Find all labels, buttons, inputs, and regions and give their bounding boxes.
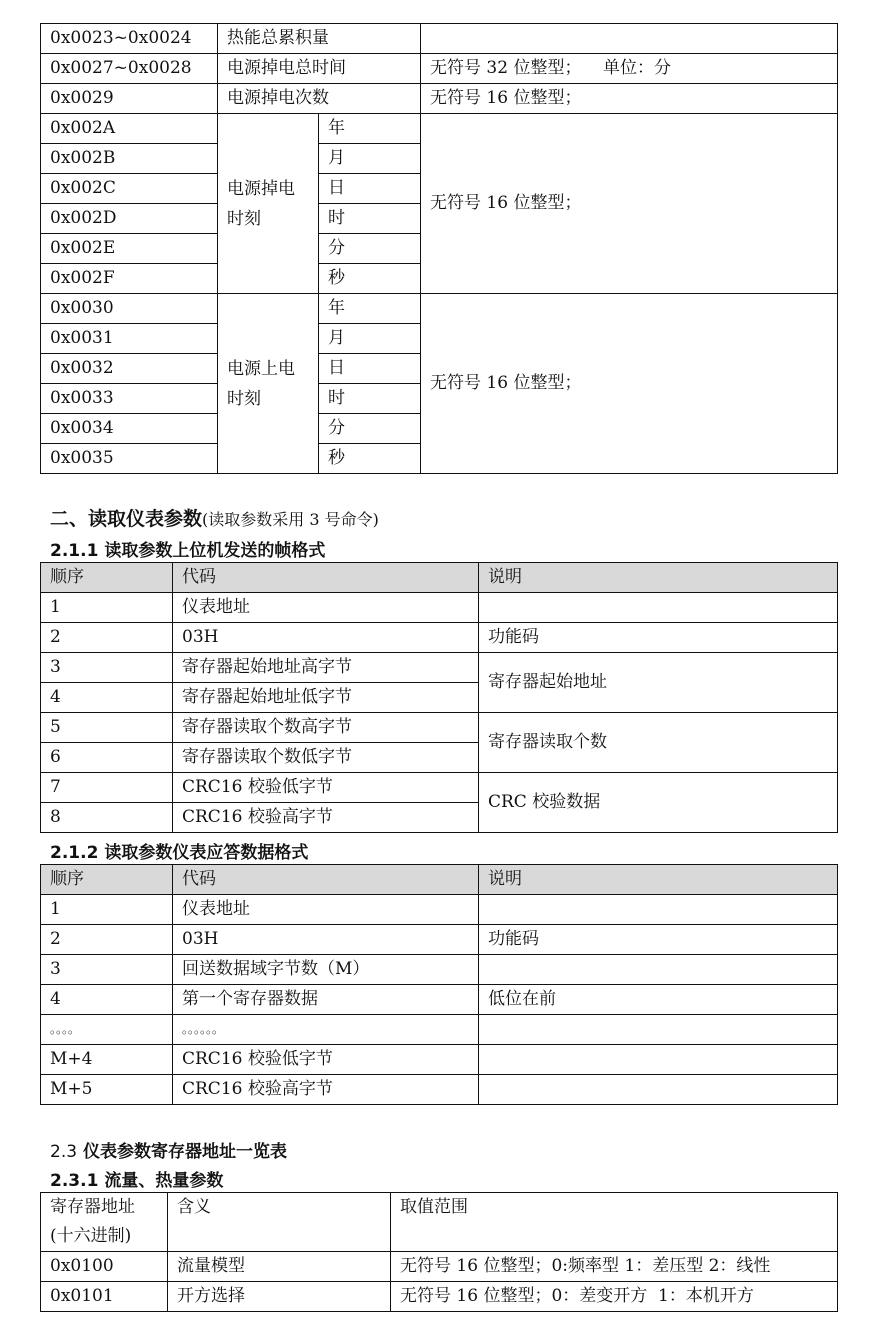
cell-code: 寄存器起始地址高字节 bbox=[173, 653, 479, 683]
section-title: 二、读取仪表参数 bbox=[50, 508, 203, 530]
cell-seq: 2 bbox=[41, 925, 173, 955]
cell-code: 第一个寄存器数据 bbox=[173, 985, 479, 1015]
group-label-line1: 电源掉电 bbox=[227, 178, 295, 199]
cell-addr: 0x0027~0x0028 bbox=[41, 54, 218, 84]
cell-desc bbox=[479, 593, 838, 623]
cell-addr: 0x0031 bbox=[41, 324, 218, 354]
cell-seq: 。。。。 bbox=[41, 1015, 173, 1045]
table-row bbox=[41, 593, 838, 623]
subsection-title-2-1-2: 2.1.2 读取参数仪表应答数据格式 bbox=[50, 843, 309, 863]
group-label-line2: 时刻 bbox=[227, 208, 261, 229]
cell-unit: 日 bbox=[319, 174, 421, 204]
cell-addr: 0x002F bbox=[41, 264, 218, 294]
table-row bbox=[41, 84, 838, 114]
header-addr-line1: 寄存器地址 bbox=[50, 1197, 135, 1217]
cell-unit: 秒 bbox=[319, 444, 421, 474]
cell-unit: 年 bbox=[319, 114, 421, 144]
cell-addr: 0x002A bbox=[41, 114, 218, 144]
cell-addr: 0x002E bbox=[41, 234, 218, 264]
cell-unit: 分 bbox=[319, 234, 421, 264]
cell-addr: 0x0100 bbox=[41, 1252, 168, 1282]
section-title-note: (读取参数采用 3 号命令) bbox=[202, 510, 379, 529]
cell-code: 寄存器读取个数低字节 bbox=[173, 743, 479, 773]
header-addr-line2: (十六进制) bbox=[50, 1226, 132, 1246]
table-row bbox=[41, 1282, 838, 1312]
table-row bbox=[41, 24, 838, 54]
cell-code: 03H bbox=[173, 623, 479, 653]
cell-code: CRC16 校验低字节 bbox=[173, 1045, 479, 1075]
cell-desc bbox=[479, 1045, 838, 1075]
header-addr bbox=[41, 1193, 168, 1252]
cell-seq: 3 bbox=[41, 653, 173, 683]
cell-unit: 时 bbox=[319, 204, 421, 234]
flow-heat-param-table bbox=[40, 1192, 838, 1312]
table-row bbox=[41, 294, 838, 324]
table-row bbox=[41, 925, 838, 955]
cell-desc bbox=[421, 24, 838, 54]
header-range: 取值范围 bbox=[391, 1193, 838, 1252]
table-row bbox=[41, 713, 838, 743]
table-row bbox=[41, 114, 838, 144]
cell-seq: 4 bbox=[41, 985, 173, 1015]
cell-code: 寄存器读取个数高字节 bbox=[173, 713, 479, 743]
cell-desc: 无符号 16 位整型； bbox=[421, 114, 838, 294]
cell-unit: 时 bbox=[319, 384, 421, 414]
cell-desc: 寄存器读取个数 bbox=[479, 713, 838, 773]
cell-range: 无符号 16 位整型；0:频率型 1：差压型 2：线性 bbox=[391, 1252, 838, 1282]
cell-desc: 低位在前 bbox=[479, 985, 838, 1015]
cell-desc bbox=[479, 1075, 838, 1105]
cell-unit: 年 bbox=[319, 294, 421, 324]
subsection-title-2-1-1: 2.1.1 读取参数上位机发送的帧格式 bbox=[50, 541, 326, 561]
cell-addr: 0x0032 bbox=[41, 354, 218, 384]
cell-desc: 功能码 bbox=[479, 925, 838, 955]
cell-seq: M+4 bbox=[41, 1045, 173, 1075]
register-table-top bbox=[40, 23, 838, 474]
cell-desc: 无符号 32 位整型； 单位：分 bbox=[421, 54, 838, 84]
table-header-row bbox=[41, 563, 838, 593]
cell-seq: 8 bbox=[41, 803, 173, 833]
cell-unit: 秒 bbox=[319, 264, 421, 294]
cell-name: 电源掉电总时间 bbox=[218, 54, 421, 84]
table-row bbox=[41, 985, 838, 1015]
cell-code: 寄存器起始地址低字节 bbox=[173, 683, 479, 713]
group-label-power-off-time bbox=[218, 114, 319, 294]
cell-desc: 无符号 16 位整型； bbox=[421, 294, 838, 474]
cell-code: CRC16 校验低字节 bbox=[173, 773, 479, 803]
cell-desc: 无符号 16 位整型； bbox=[421, 84, 838, 114]
header-desc: 说明 bbox=[479, 563, 838, 593]
cell-desc bbox=[479, 1015, 838, 1045]
group-label-line1: 电源上电 bbox=[227, 358, 295, 379]
table-row bbox=[41, 623, 838, 653]
cell-unit: 月 bbox=[319, 144, 421, 174]
cell-addr: 0x0033 bbox=[41, 384, 218, 414]
header-desc: 说明 bbox=[479, 865, 838, 895]
subsection-number: 2.3 bbox=[50, 1142, 78, 1162]
cell-addr: 0x0034 bbox=[41, 414, 218, 444]
table-row bbox=[41, 54, 838, 84]
table-row bbox=[41, 1252, 838, 1282]
cell-desc bbox=[479, 895, 838, 925]
table-row bbox=[41, 773, 838, 803]
header-meaning: 含义 bbox=[168, 1193, 391, 1252]
cell-meaning: 开方选择 bbox=[168, 1282, 391, 1312]
cell-code: 回送数据域字节数（M） bbox=[173, 955, 479, 985]
table-row bbox=[41, 653, 838, 683]
cell-addr: 0x0030 bbox=[41, 294, 218, 324]
cell-seq: 1 bbox=[41, 895, 173, 925]
cell-seq: 5 bbox=[41, 713, 173, 743]
group-label-power-on-time bbox=[218, 294, 319, 474]
cell-desc: 寄存器起始地址 bbox=[479, 653, 838, 713]
request-frame-table bbox=[40, 562, 838, 833]
cell-unit: 分 bbox=[319, 414, 421, 444]
subsection-title-text: 仪表参数寄存器地址一览表 bbox=[82, 1142, 287, 1162]
cell-code: CRC16 校验高字节 bbox=[173, 803, 479, 833]
table-row bbox=[41, 1045, 838, 1075]
cell-range: 无符号 16 位整型；0：差变开方 1：本机开方 bbox=[391, 1282, 838, 1312]
cell-seq: 6 bbox=[41, 743, 173, 773]
table-header-row bbox=[41, 865, 838, 895]
table-row bbox=[41, 955, 838, 985]
cell-addr: 0x002C bbox=[41, 174, 218, 204]
table-row bbox=[41, 895, 838, 925]
cell-seq: 1 bbox=[41, 593, 173, 623]
cell-addr: 0x002B bbox=[41, 144, 218, 174]
cell-name: 热能总累积量 bbox=[218, 24, 421, 54]
cell-seq: 7 bbox=[41, 773, 173, 803]
header-seq: 顺序 bbox=[41, 563, 173, 593]
cell-desc bbox=[479, 955, 838, 985]
cell-meaning: 流量模型 bbox=[168, 1252, 391, 1282]
cell-name: 电源掉电次数 bbox=[218, 84, 421, 114]
cell-seq: 2 bbox=[41, 623, 173, 653]
section-heading bbox=[50, 504, 379, 531]
cell-desc: CRC 校验数据 bbox=[479, 773, 838, 833]
header-code: 代码 bbox=[173, 563, 479, 593]
subsection-title-2-3 bbox=[50, 1137, 287, 1162]
response-frame-table bbox=[40, 864, 838, 1105]
cell-seq: 4 bbox=[41, 683, 173, 713]
cell-addr: 0x002D bbox=[41, 204, 218, 234]
table-header-row bbox=[41, 1193, 838, 1252]
cell-unit: 日 bbox=[319, 354, 421, 384]
header-seq: 顺序 bbox=[41, 865, 173, 895]
cell-seq: M+5 bbox=[41, 1075, 173, 1105]
cell-addr: 0x0035 bbox=[41, 444, 218, 474]
cell-addr: 0x0029 bbox=[41, 84, 218, 114]
cell-seq: 3 bbox=[41, 955, 173, 985]
table-row bbox=[41, 1075, 838, 1105]
cell-code: 仪表地址 bbox=[173, 895, 479, 925]
table-row bbox=[41, 1015, 838, 1045]
header-code: 代码 bbox=[173, 865, 479, 895]
subsection-title-2-3-1: 2.3.1 流量、热量参数 bbox=[50, 1171, 224, 1191]
cell-code: 。。。。。。 bbox=[173, 1015, 479, 1045]
cell-addr: 0x0101 bbox=[41, 1282, 168, 1312]
cell-addr: 0x0023~0x0024 bbox=[41, 24, 218, 54]
cell-unit: 月 bbox=[319, 324, 421, 354]
cell-code: 仪表地址 bbox=[173, 593, 479, 623]
cell-code: CRC16 校验高字节 bbox=[173, 1075, 479, 1105]
cell-code: 03H bbox=[173, 925, 479, 955]
group-label-line2: 时刻 bbox=[227, 388, 261, 409]
cell-desc: 功能码 bbox=[479, 623, 838, 653]
